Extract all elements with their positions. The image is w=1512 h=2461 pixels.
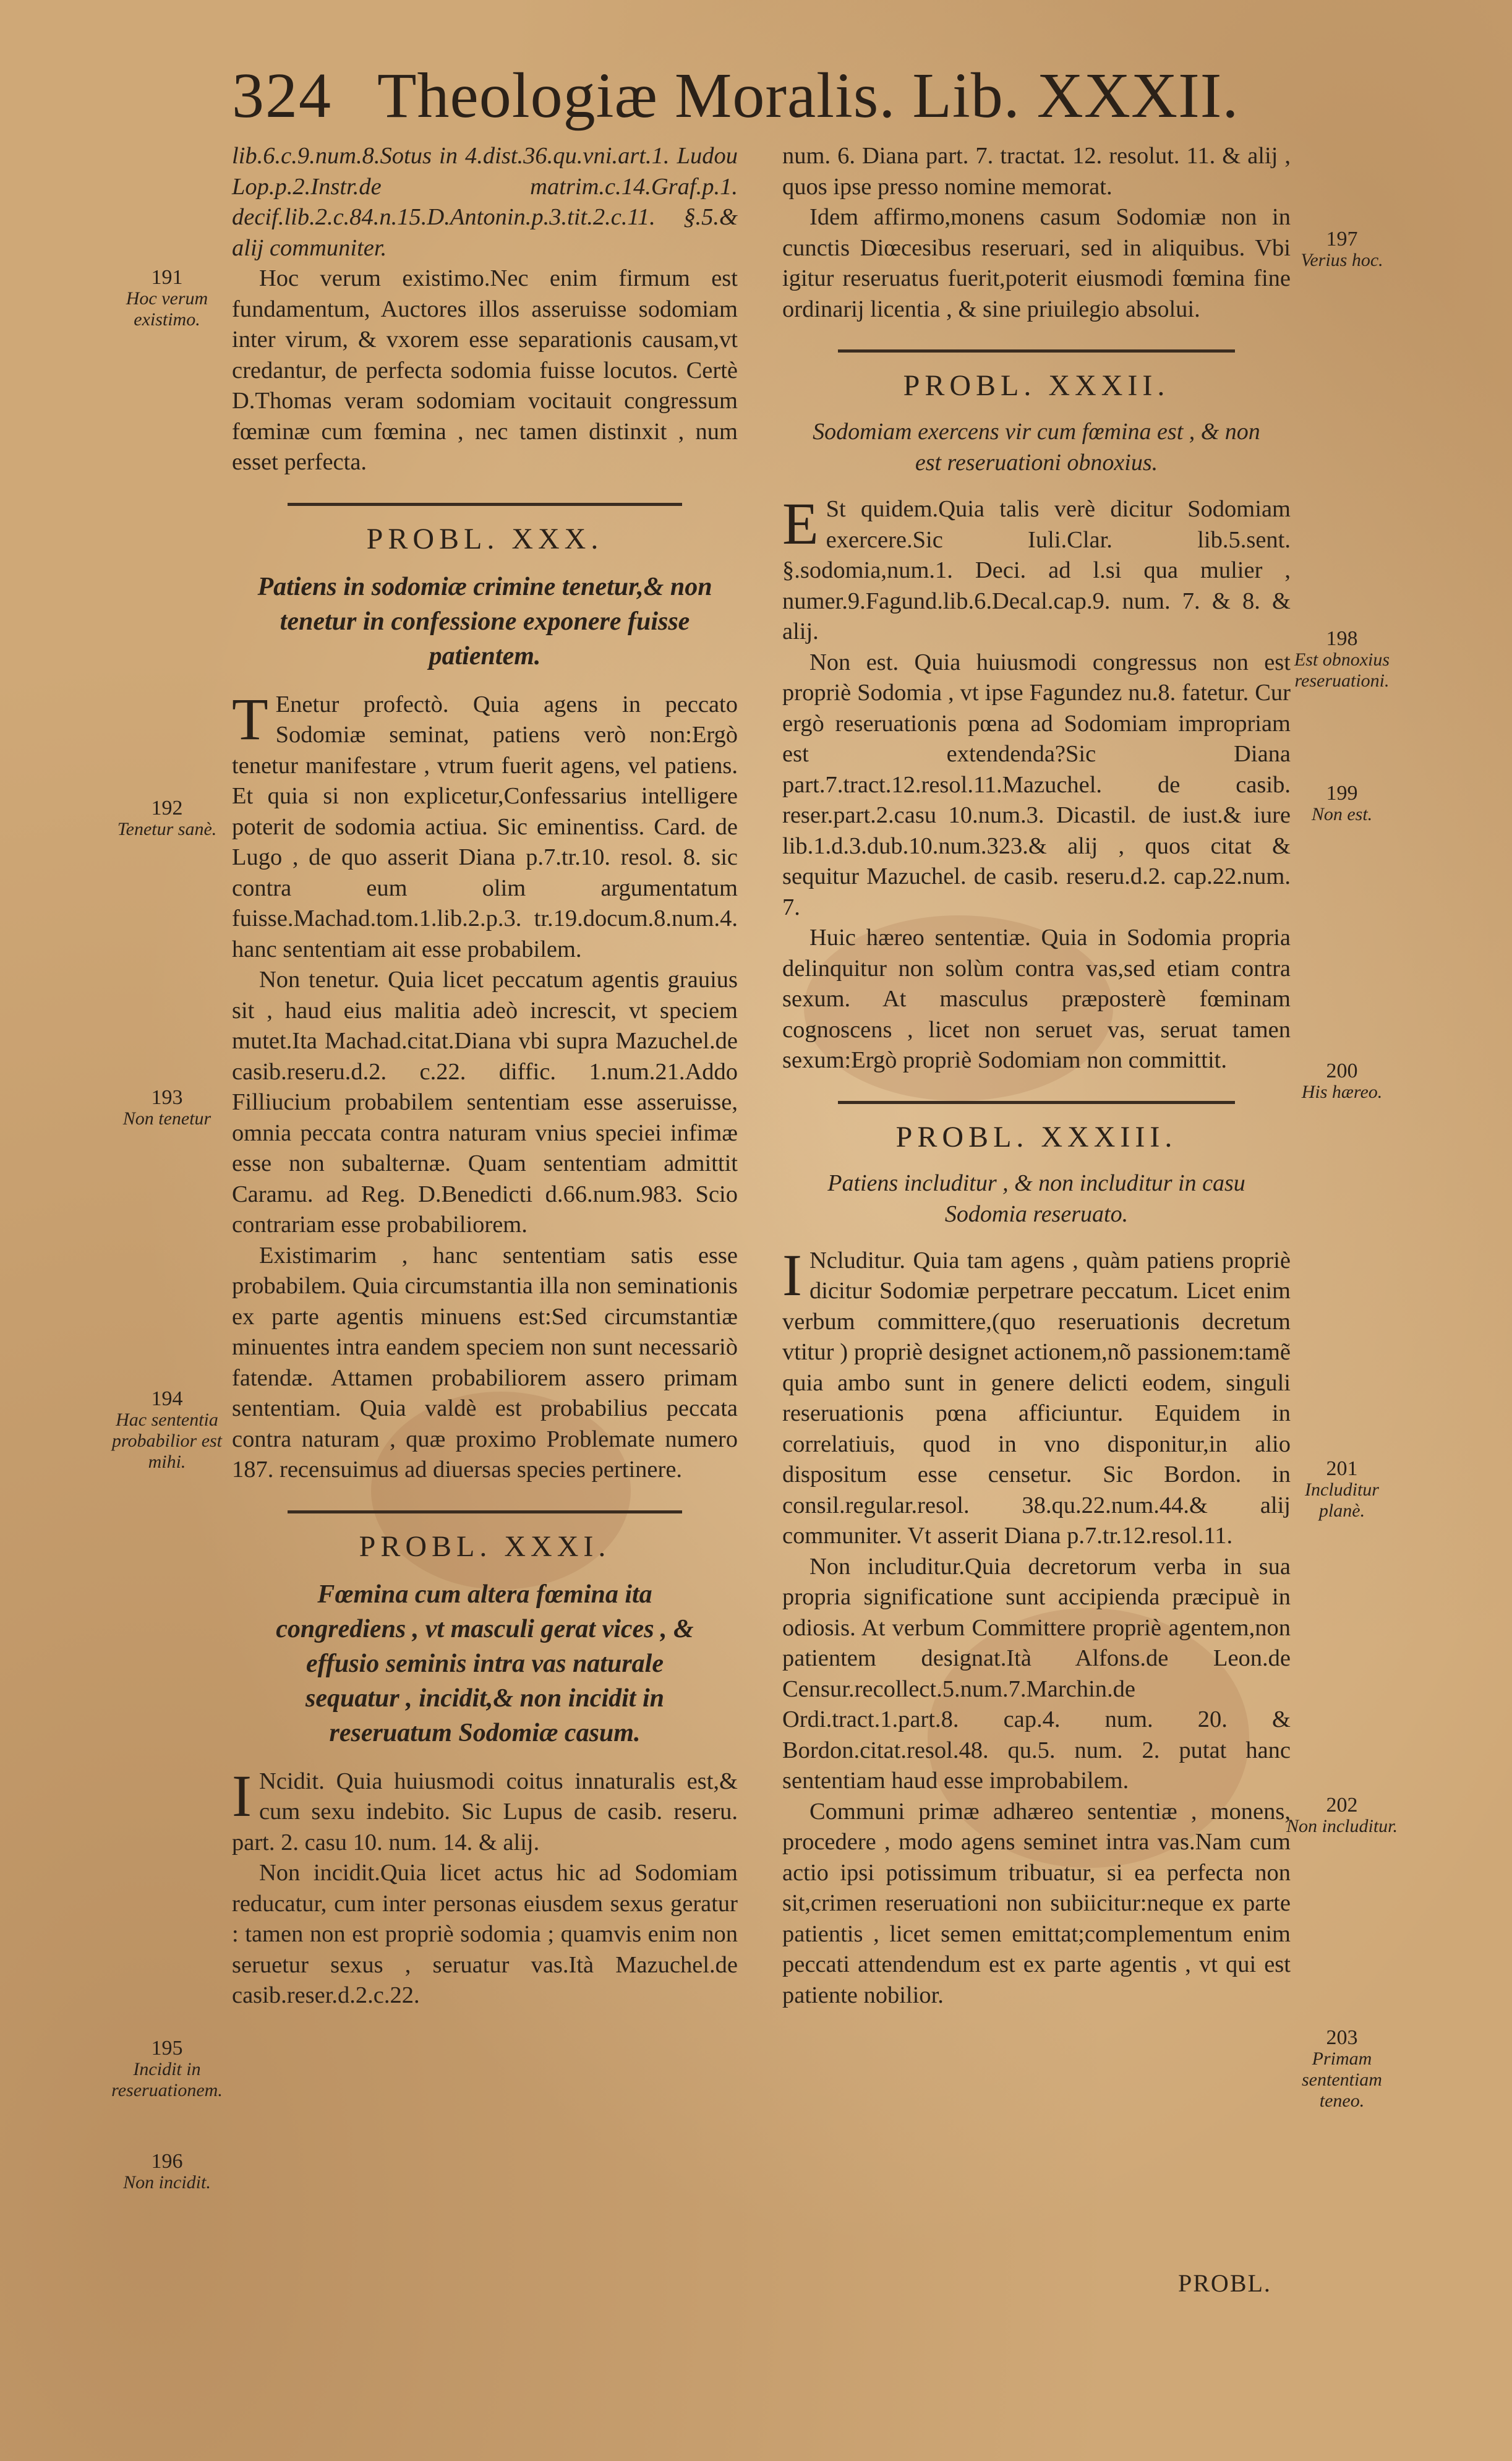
right-column [782, 141, 1291, 2011]
paragraph-200: Huic hæreo sententiæ. Quia in Sodomia propria delinquitur non solùm contra vas,sed etiam contra sexum. At masculus præposterè fœminam cognoscens , licet non seruet vas, seruat tamen sexum:Ergò propriè Sodomiam non committit. [782, 925, 1291, 1073]
margin-note-198 [1280, 628, 1404, 691]
margin-note-199 [1280, 783, 1404, 825]
paragraph-203: Communi primæ adhæreo sententiæ , monens, procedere , modo agens seminet intra vas.Nam cum actio ipsi potissimum tribuatur, si ea perfecta non sit,crimen reseruationi non subiicitur:neque ex parte patientis , licet semen emittat;complementum enim peccati attendendum est ex parte agentis , vt qui est patiente nobilior. [782, 1798, 1291, 2008]
running-title: Theologiæ Moralis. Lib. XXXII. [377, 60, 1239, 131]
paragraph-198-text: St quidem.Quia talis verè dicitur Sodomiam exercere.Sic Iuli.Clar. lib.5.sent. §.sodomia,num.1. Deci. ad l.si qua mulier , numer.9.Fagund.lib.6.Decal.cap.9. num. 7. & 8. & alij. [782, 496, 1291, 644]
section-divider [838, 349, 1234, 353]
paragraph-193: Non tenetur. Quia licet peccatum agentis grauius sit , haud eius malitia adeò increscit, vt speciem mutet.Ita Machad.citat.Diana vbi supra Mazuchel.de casib.reseru.d.2. c.22. diffic. 1.num.21.Addo Filliucium probabilem sententiam esse asseruisse, omnia peccata contra naturam vnius speciei infimæ esse non subalternæ. Quam sententiam admittit Caramu. ad Reg. D.Benedicti d.66.num.983. Scio contrariam esse probabiliorem. [232, 967, 738, 1238]
drop-cap: E [782, 490, 819, 557]
margin-text: Non tenetur [122, 1108, 211, 1129]
probl-31-heading: PROBL. XXXI. [359, 1530, 611, 1563]
probl-30-subtitle: Patiens in sodomiæ crimine tenetur,& non tenetur in confessione exponere fuisse patientem. [257, 572, 712, 670]
margin-note-192 [105, 798, 229, 840]
page-number: 324 [232, 60, 332, 131]
margin-number: 199 [1326, 782, 1358, 805]
section-divider [288, 1510, 682, 1513]
page-header [232, 59, 1252, 139]
paragraph-196: Non incidit.Quia licet actus hic ad Sodomiam reducatur, cum inter personas eiusdem sexus geratur : tamen non est propriè sodomia ; quamvis enim non seruetur sexus , seruatur vas.Ità Mazuchel.de casib.reser.d.2.c.22. [232, 1860, 738, 2008]
right-opening-text: num. 6. Diana part. 7. tractat. 12. resolut. 11. & alij , quos ipse presso nomine memorat. [782, 143, 1291, 200]
margin-text: Hoc verum existimo. [126, 288, 208, 330]
margin-number: 202 [1326, 1794, 1358, 1817]
paragraph-194: Existimarim , hanc sententiam satis esse probabilem. Quia circumstantia illa non seminationis ex parte agentis minuens est:Sed circumstantiæ minuentes intra eandem speciem non sunt necessariò fatendæ. Attamen probabiliorem assero primam sententiam. Quia valdè est probabilius peccata contra naturam , quæ proximo Problemate numero 187. recensuimus ad diuersas species pertinere. [232, 1242, 738, 1483]
margin-text: Verius hoc. [1301, 250, 1383, 270]
margin-number: 191 [151, 266, 183, 289]
paragraph-195-text: Ncidit. Quia huiusmodi coitus innaturalis est,& cum sexu indebito. Sic Lupus de casib. reseru. part. 2. casu 10. num. 14. & alij. [232, 1768, 738, 1855]
left-opening-text: lib.6.c.9.num.8.Sotus in 4.dist.36.qu.vni.art.1. Ludou Lop.p.2.Instr.de matrim.c.14.Graf.p.1. decif.lib.2.c.84.n.15.D.Antonin.p.3.tit.2.c.11. §.5.& alij communiter. [232, 143, 738, 261]
probl-32-subtitle: Sodomiam exercens vir cum fœmina est , & non est reseruationi obnoxius. [813, 419, 1260, 476]
margin-text: Non est. [1311, 804, 1373, 824]
margin-note-196 [105, 2151, 229, 2193]
paragraph-198 [782, 490, 1291, 648]
margin-text: Hac sententia probabilior est mihi. [111, 1410, 223, 1472]
margin-number: 194 [151, 1387, 183, 1410]
section-divider [288, 503, 682, 506]
margin-number: 198 [1326, 627, 1358, 650]
margin-note-200 [1280, 1061, 1404, 1103]
margin-text: Non includitur. [1286, 1816, 1398, 1836]
margin-number: 201 [1326, 1457, 1358, 1480]
drop-cap: T [232, 685, 268, 752]
margin-note-193 [105, 1087, 229, 1129]
paragraph-202: Non includitur.Quia decretorum verba in sua propria significatione sunt accipienda præcipuè in odiosis. At verbum Committere propriè agentem,non patientem designat.Ità Alfons.de Leon.de Censur.recollect.5.num.7.Marchin.de Ordi.tract.1.part.8. cap.4. num. 20. & Bordon.citat.resol.48. qu.5. num. 2. putat hanc sententiam haud esse improbabilem. [782, 1553, 1291, 1794]
margin-text: Est obnoxius reseruationi. [1294, 649, 1390, 691]
probl-33-subtitle: Patiens includitur , & non includitur in casu Sodomia reseruato. [827, 1170, 1245, 1227]
margin-text: Includitur planè. [1305, 1479, 1379, 1521]
probl-30-heading: PROBL. XXX. [366, 522, 604, 555]
margin-text: Primam sententiam teneo. [1302, 2048, 1382, 2111]
probl-32-heading: PROBL. XXXII. [903, 369, 1170, 402]
margin-number: 193 [151, 1086, 183, 1109]
paragraph-199: Non est. Quia huiusmodi congressus non est propriè Sodomia , vt ipse Fagundez nu.8. fatetur. Cur ergò reseruationis pœna ad Sodomiam impropriam est extendenda?Sic Diana part.7.tract.12.resol.11.Mazuchel. de casib. reser.part.2.casu 10.num.3. Dicastil. de iust.& iure lib.1.d.3.dub.10.num.323.& alij , quos citat & sequitur Mazuchel. de casib. reseru.d.2. cap.22.num. 7. [782, 649, 1291, 920]
margin-note-201 [1280, 1458, 1404, 1522]
section-divider [838, 1101, 1234, 1104]
margin-number: 197 [1326, 228, 1358, 250]
drop-cap: I [782, 1241, 802, 1308]
probl-33-heading: PROBL. XXXIII. [895, 1120, 1177, 1153]
margin-note-195 [105, 2038, 229, 2101]
left-column [232, 141, 738, 2011]
margin-text: His hæreo. [1301, 1082, 1383, 1102]
paragraph-192-text: Enetur profectò. Quia agens in peccato Sodomiæ seminat, patiens verò non:Ergò tenetur manifestare , vtrum fuerit agens, vel patiens. Et quia si non explicetur,Confessarius intelligere poterit de sodomia actiua. Sic eminentiss. Card. de Lugo , de quo asserit Diana p.7.tr.10. resol. 8. sic contra eum olim argumentatum fuisse.Machad.tom.1.lib.2.p.3. tr.19.docum.8.num.4. hanc sententiam ait esse probabilem. [232, 691, 738, 962]
paragraph-201-text: Ncluditur. Quia tam agens , quàm patiens propriè dicitur Sodomiæ perpetrare peccatum. Licet enim verbum committere,(quo reseruationis decretum vtitur ) propriè designet actionem,nõ passionem:tamẽ quia ambo sunt in genere delicti eodem, singuli reseruationis pœna afficiuntur. Equidem in correlatiuis, quod in vno disponitur,in alio dispositum esse censetur. Sic Bordon. in consil.regular.resol. 38.qu.22.num.44.& alij communiter. Vt asserit Diana p.7.tr.12.resol.11. [782, 1247, 1291, 1549]
margin-number: 196 [151, 2150, 183, 2173]
margin-note-202 [1280, 1795, 1404, 1837]
margin-note-191 [105, 267, 229, 330]
margin-text: Incidit in reseruationem. [111, 2059, 223, 2100]
margin-note-203 [1280, 2027, 1404, 2112]
catchword: PROBL. [1178, 2269, 1271, 2297]
paragraph-201 [782, 1241, 1291, 1552]
paragraph-197: Idem affirmo,monens casum Sodomiæ non in cunctis Diœcesibus reseruari, sed in aliquibus. Vbi igitur reseruatus fuerit,poterit eiusmodi fœmina fine ordinarij licentia , & sine priuilegio absolui. [782, 204, 1291, 322]
margin-text: Tenetur sanè. [117, 819, 217, 839]
margin-number: 192 [151, 797, 183, 820]
margin-text: Non incidit. [123, 2172, 211, 2193]
paragraph-191: Hoc verum existimo.Nec enim firmum est fundamentum, Auctores illos asseruisse sodomiam inter virum, & vxorem esse separationis causam,vt credantur, de perfecta sodomia fuisse locutos. Certè D.Thomas veram sodomiam vocitauit congressum fœminæ cum fœmina , nec tamen distinxit , num esset perfecta. [232, 265, 738, 475]
probl-31-subtitle: Fœmina cum altera fœmina ita congrediens , vt masculi gerat vices , & effusio seminis intra vas naturale sequatur , incidit,& non incidit in reseruatum Sodomiæ casum. [276, 1580, 694, 1747]
paragraph-195 [232, 1762, 738, 1859]
margin-number: 203 [1326, 2026, 1358, 2049]
margin-note-197 [1280, 229, 1404, 271]
margin-number: 195 [151, 2037, 183, 2060]
paragraph-192 [232, 685, 738, 965]
margin-note-194 [105, 1389, 229, 1473]
margin-number: 200 [1326, 1059, 1358, 1082]
drop-cap: I [232, 1762, 252, 1829]
